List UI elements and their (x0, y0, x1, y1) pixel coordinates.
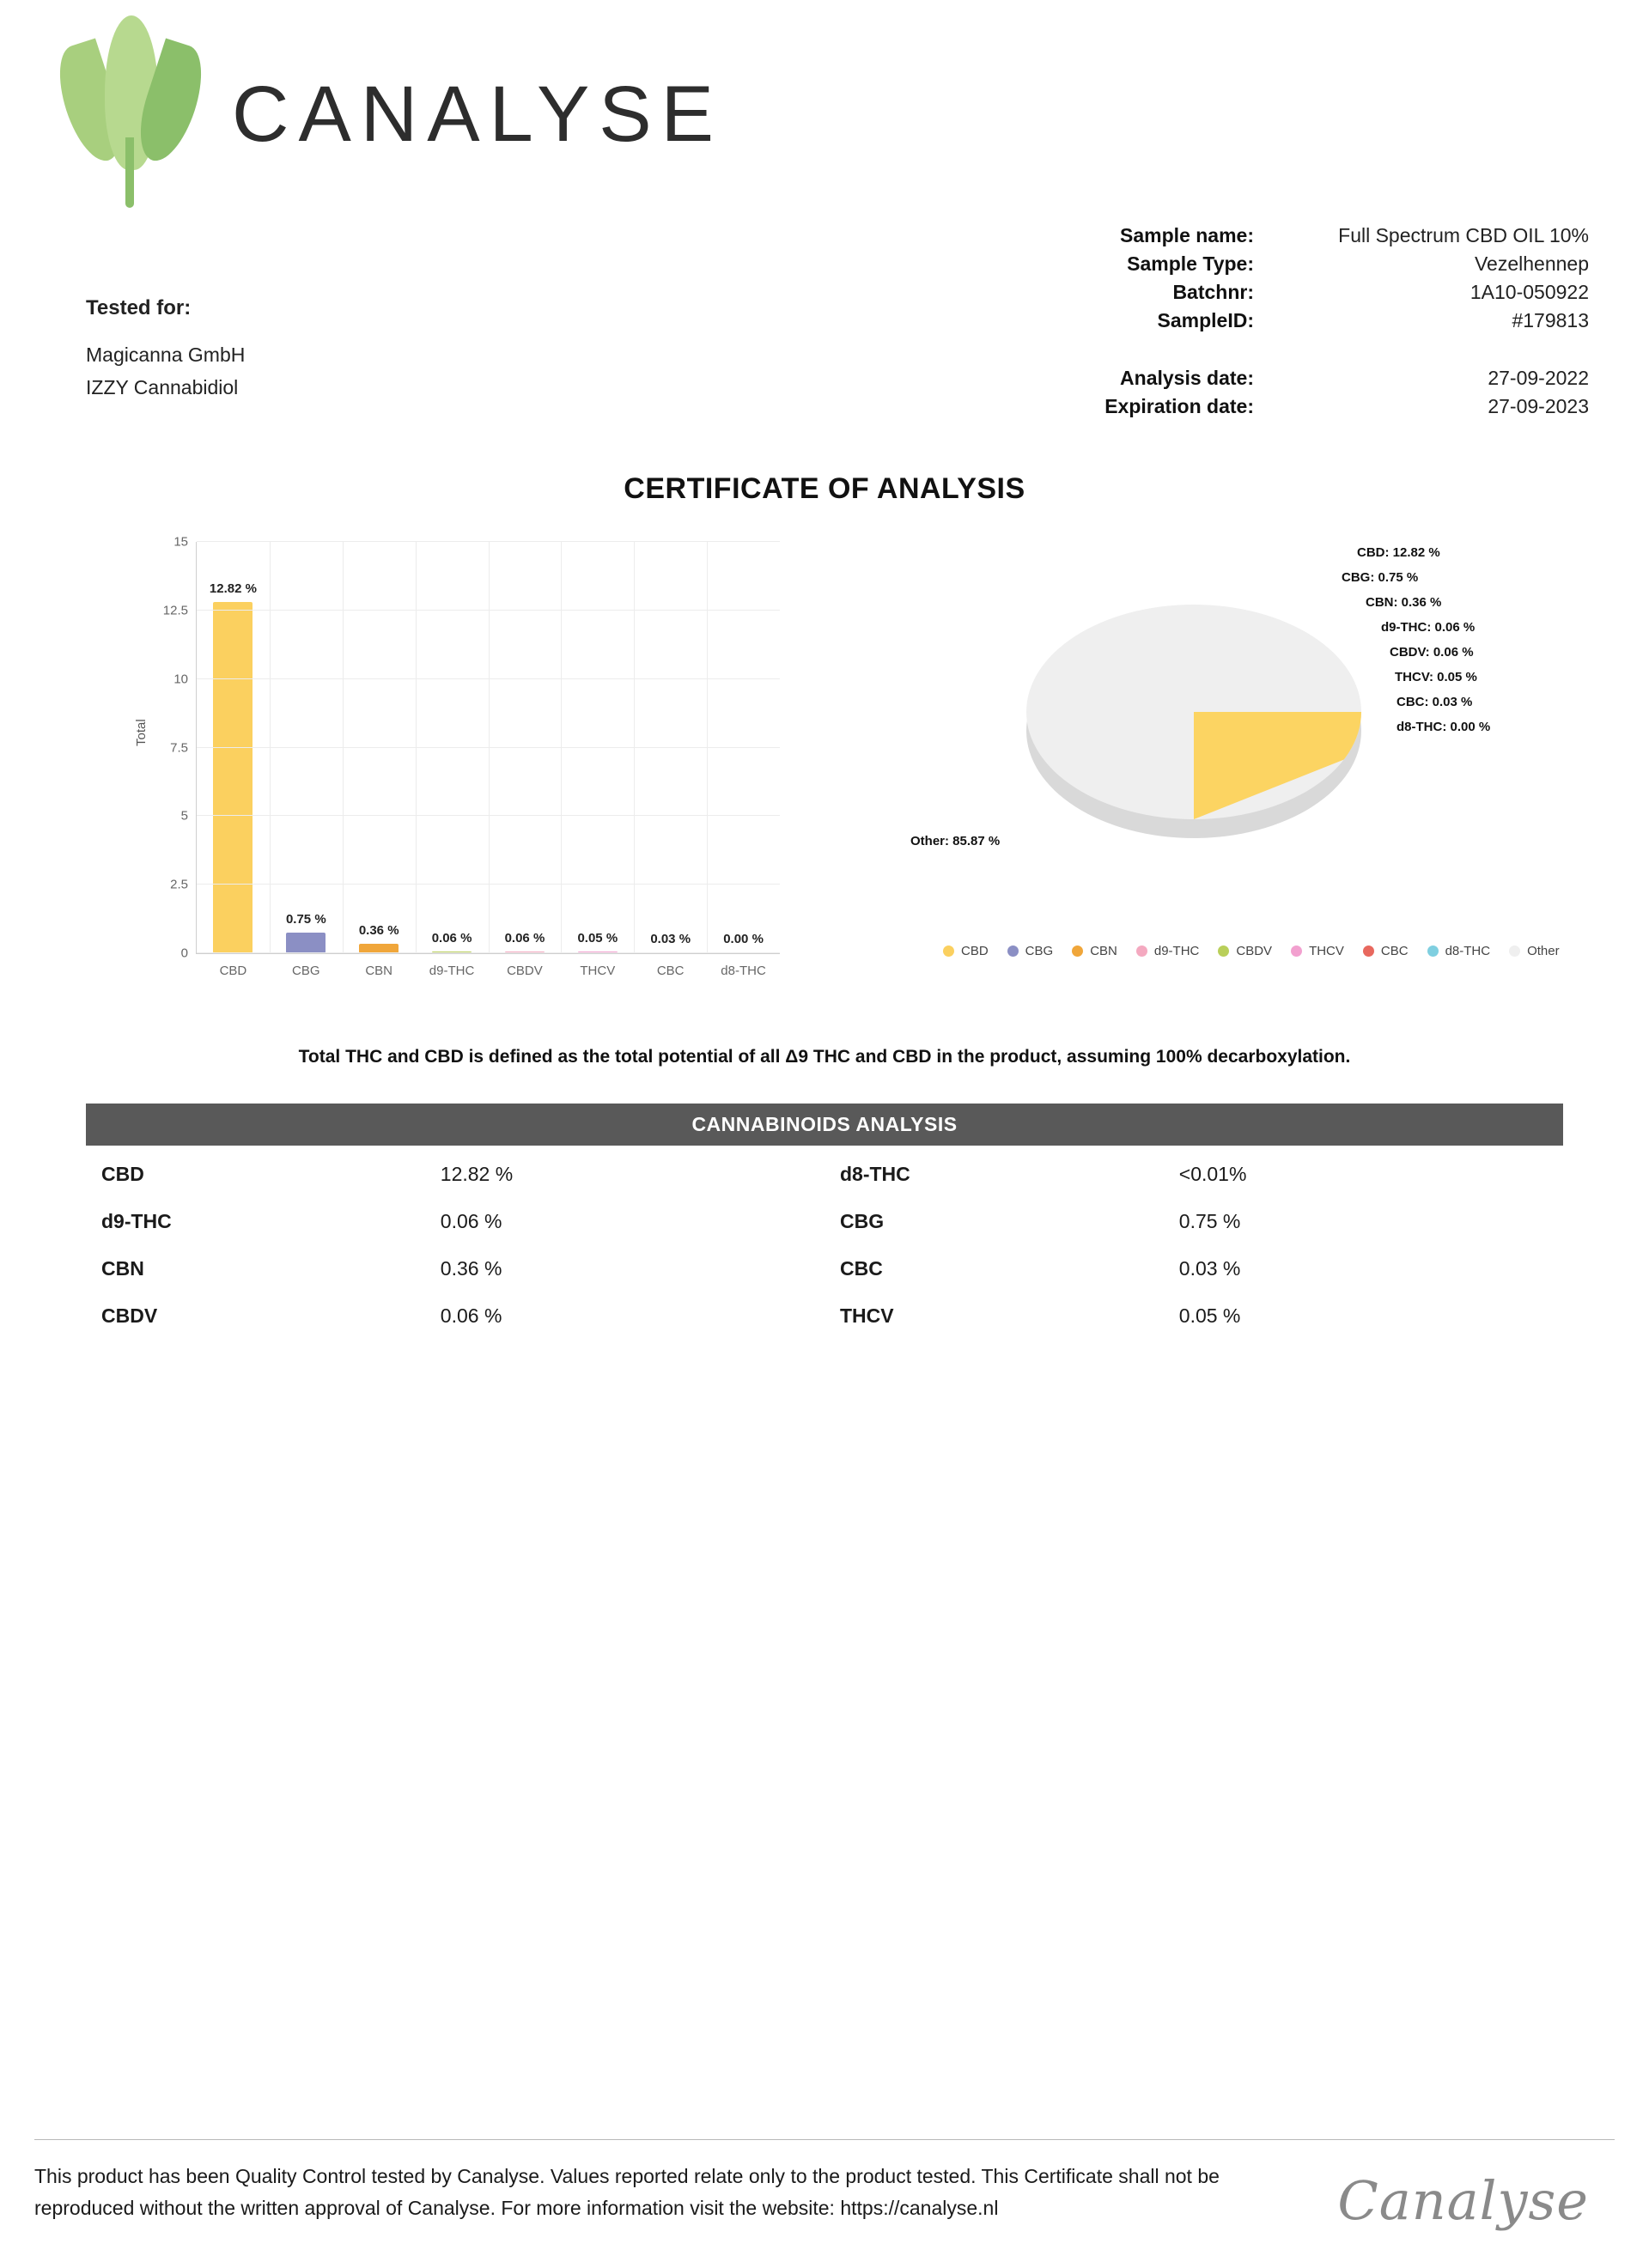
pie-callout: CBN: 0.36 % (1366, 595, 1442, 610)
pie-slice-cbd (1194, 712, 1361, 819)
tested-for-block (86, 292, 245, 404)
meta-value-expiration-date: 27-09-2023 (1488, 395, 1589, 417)
legend-label: CBDV (1236, 944, 1273, 958)
sample-meta-table (1104, 222, 1589, 421)
bar-value-label: 0.00 % (723, 931, 764, 946)
bar-chart-x-tick: d8-THC (721, 964, 766, 978)
bar-chart-column (197, 542, 270, 978)
pie-callout: CBG: 0.75 % (1342, 570, 1419, 585)
pie-graphic (1026, 605, 1361, 819)
analyte-value: <0.01% (1178, 1163, 1247, 1185)
bar-chart-gridline-vertical (634, 542, 635, 953)
analyte-name: THCV (839, 1304, 894, 1327)
bar-chart-y-tick: 0 (180, 946, 188, 961)
table-row (86, 1292, 1563, 1340)
document-header (34, 0, 1615, 215)
analyte-name: d9-THC (101, 1210, 172, 1232)
bar-chart-y-tick: 5 (180, 808, 188, 824)
meta-row-sample-type (1104, 250, 1589, 278)
brand-name: CANALYSE (232, 70, 724, 158)
bar-chart-gridline-vertical (707, 542, 708, 953)
bar-chart-plot-area (162, 534, 780, 978)
legend-label: THCV (1309, 944, 1344, 958)
meta-value-sampleid: #179813 (1512, 309, 1589, 331)
table-row (86, 1245, 1563, 1292)
legend-label: d8-THC (1445, 944, 1491, 958)
analyte-name: CBN (101, 1257, 144, 1280)
bar-chart-y-tick: 7.5 (170, 740, 188, 755)
bar-value-label: 0.05 % (577, 931, 618, 946)
footer-divider (34, 2139, 1615, 2140)
pie-callout: CBDV: 0.06 % (1390, 645, 1474, 660)
legend-label: d9-THC (1153, 944, 1200, 958)
brand-logo (60, 9, 723, 206)
pie-legend (943, 944, 1596, 958)
bar-chart-y-axis-label: Total (134, 719, 149, 746)
pie-callout: THCV: 0.05 % (1395, 670, 1477, 684)
tested-for-company: Magicanna GmbH (86, 344, 246, 366)
cannabinoid-pie-chart (910, 532, 1615, 1012)
bar-chart-y-tick: 15 (173, 534, 188, 550)
legend-item-cbd (943, 944, 989, 958)
legend-item-cbc (1363, 944, 1409, 958)
analyte-name: CBG (839, 1210, 885, 1232)
meta-key-sample-type: Sample Type: (1127, 252, 1254, 275)
bar-chart-column (707, 542, 780, 978)
bar-chart-y-tick: 12.5 (162, 603, 188, 618)
legend-swatch-icon (1291, 946, 1302, 957)
bar-cbd (213, 602, 253, 953)
bar-value-label: 12.82 % (209, 581, 257, 596)
table-row (86, 1151, 1563, 1198)
meta-key-expiration-date: Expiration date: (1104, 395, 1254, 417)
meta-value-batchnr: 1A10-050922 (1469, 281, 1589, 303)
bar-chart-x-tick: CBD (219, 964, 247, 978)
legend-label: CBG (1025, 944, 1054, 958)
bar-chart-gridline-vertical (270, 542, 271, 953)
bar-chart-x-tick: CBG (292, 964, 320, 978)
analyte-name: CBDV (101, 1304, 158, 1327)
pie-callout: d8-THC: 0.00 % (1396, 720, 1491, 734)
bar-chart-gridline-vertical (416, 542, 417, 953)
bar-chart-gridline-vertical (343, 542, 344, 953)
bar-chart-gridline-vertical (561, 542, 562, 953)
legend-item-cbg (1007, 944, 1054, 958)
table-row (86, 1198, 1563, 1245)
legend-label: Other (1527, 944, 1560, 958)
analyte-value: 0.05 % (1178, 1304, 1241, 1327)
bar-chart-column (270, 542, 343, 978)
bar-chart-x-tick: CBDV (507, 964, 543, 978)
bar-cbg (286, 933, 326, 953)
document-footer (34, 2139, 1615, 2232)
meta-row-analysis-date (1104, 364, 1589, 392)
meta-key-analysis-date: Analysis date: (1120, 367, 1254, 389)
bar-chart-y-tick: 10 (173, 672, 188, 687)
bar-chart-gridline-vertical (489, 542, 490, 953)
pie-callout: CBC: 0.03 % (1396, 695, 1473, 709)
cannabinoids-analysis-section (86, 1104, 1563, 1340)
legend-label: CBC (1380, 944, 1409, 958)
analysis-table-header: CANNABINOIDS ANALYSIS (86, 1104, 1563, 1146)
analyte-value: 0.03 % (1178, 1257, 1241, 1280)
legend-swatch-icon (1136, 946, 1147, 957)
charts-row (34, 532, 1615, 1012)
analyte-value: 0.06 % (440, 1210, 502, 1232)
legend-item-cbn (1072, 944, 1117, 958)
bar-chart-column (561, 542, 634, 978)
bar-value-label: 0.06 % (504, 931, 545, 946)
legend-swatch-icon (943, 946, 954, 957)
meta-key-sampleid: SampleID: (1157, 309, 1254, 331)
meta-row-expiration-date (1104, 392, 1589, 421)
signature: Canalyse (1337, 2169, 1589, 2232)
decarboxylation-notice: Total THC and CBD is defined as the total potential of all Δ9 THC and CBD in the product, assuming 100% decarboxylation. (298, 1047, 1351, 1067)
legend-item-d8-thc (1427, 944, 1491, 958)
bar-chart-x-tick: THCV (580, 964, 616, 978)
meta-value-sample-name: Full Spectrum CBD OIL 10% (1338, 224, 1589, 246)
analyte-name: d8-THC (839, 1163, 910, 1185)
bar-value-label: 0.36 % (358, 922, 399, 938)
bar-chart-column (416, 542, 489, 978)
legend-swatch-icon (1218, 946, 1229, 957)
legend-swatch-icon (1363, 946, 1374, 957)
bar-chart-x-tick: d9-THC (429, 964, 475, 978)
sample-info (34, 215, 1615, 447)
bar-value-label: 0.75 % (285, 912, 326, 927)
legend-item-thcv (1291, 944, 1344, 958)
meta-row-batchnr (1104, 278, 1589, 307)
analyte-value: 0.06 % (440, 1304, 502, 1327)
tested-for-label: Tested for: (86, 296, 192, 319)
footer-disclaimer: This product has been Quality Control tested by Canalyse. Values reported relate only to the product tested. This Certificate shall not be reproduced without the written approval of Canalyse. For more information visit the website: https://canalyse.nl (34, 2165, 1220, 2219)
meta-value-analysis-date: 27-09-2022 (1488, 367, 1589, 389)
legend-swatch-icon (1427, 946, 1439, 957)
bar-chart-column (489, 542, 562, 978)
analyte-value: 12.82 % (440, 1163, 514, 1185)
legend-swatch-icon (1509, 946, 1520, 957)
cannabinoid-bar-chart (129, 532, 807, 1012)
bar-chart-column (343, 542, 416, 978)
legend-label: CBN (1090, 944, 1117, 958)
legend-swatch-icon (1007, 946, 1019, 957)
page-title: CERTIFICATE OF ANALYSIS (624, 472, 1025, 505)
legend-item-other (1509, 944, 1560, 958)
meta-value-sample-type: Vezelhennep (1474, 252, 1589, 275)
pie-callout-list (1342, 540, 1615, 739)
meta-row-sampleid (1104, 307, 1589, 335)
pie-callout: d9-THC: 0.06 % (1381, 620, 1476, 635)
analyte-name: CBC (839, 1257, 883, 1280)
pie-callout: CBD: 12.82 % (1357, 545, 1440, 560)
leaf-icon (60, 9, 198, 206)
meta-row-sample-name (1104, 222, 1589, 250)
legend-label: CBD (961, 944, 989, 958)
analyte-name: CBD (101, 1163, 144, 1185)
pie-callout-other: Other: 85.87 % (910, 834, 1001, 848)
legend-item-d9-thc (1136, 944, 1200, 958)
meta-key-batchnr: Batchnr: (1172, 281, 1254, 303)
analyte-value: 0.36 % (440, 1257, 502, 1280)
bar-value-label: 0.03 % (650, 931, 691, 946)
analyte-value: 0.75 % (1178, 1210, 1241, 1232)
meta-key-sample-name: Sample name: (1120, 224, 1254, 246)
bar-chart-x-tick: CBN (365, 964, 393, 978)
bar-chart-y-tick: 2.5 (170, 877, 188, 892)
bar-chart-column (634, 542, 707, 978)
analysis-table (86, 1151, 1563, 1340)
tested-for-product: IZZY Cannabidiol (86, 376, 239, 398)
legend-item-cbdv (1218, 944, 1272, 958)
bar-value-label: 0.06 % (431, 931, 472, 946)
legend-swatch-icon (1072, 946, 1083, 957)
bar-chart-x-tick: CBC (656, 964, 685, 978)
